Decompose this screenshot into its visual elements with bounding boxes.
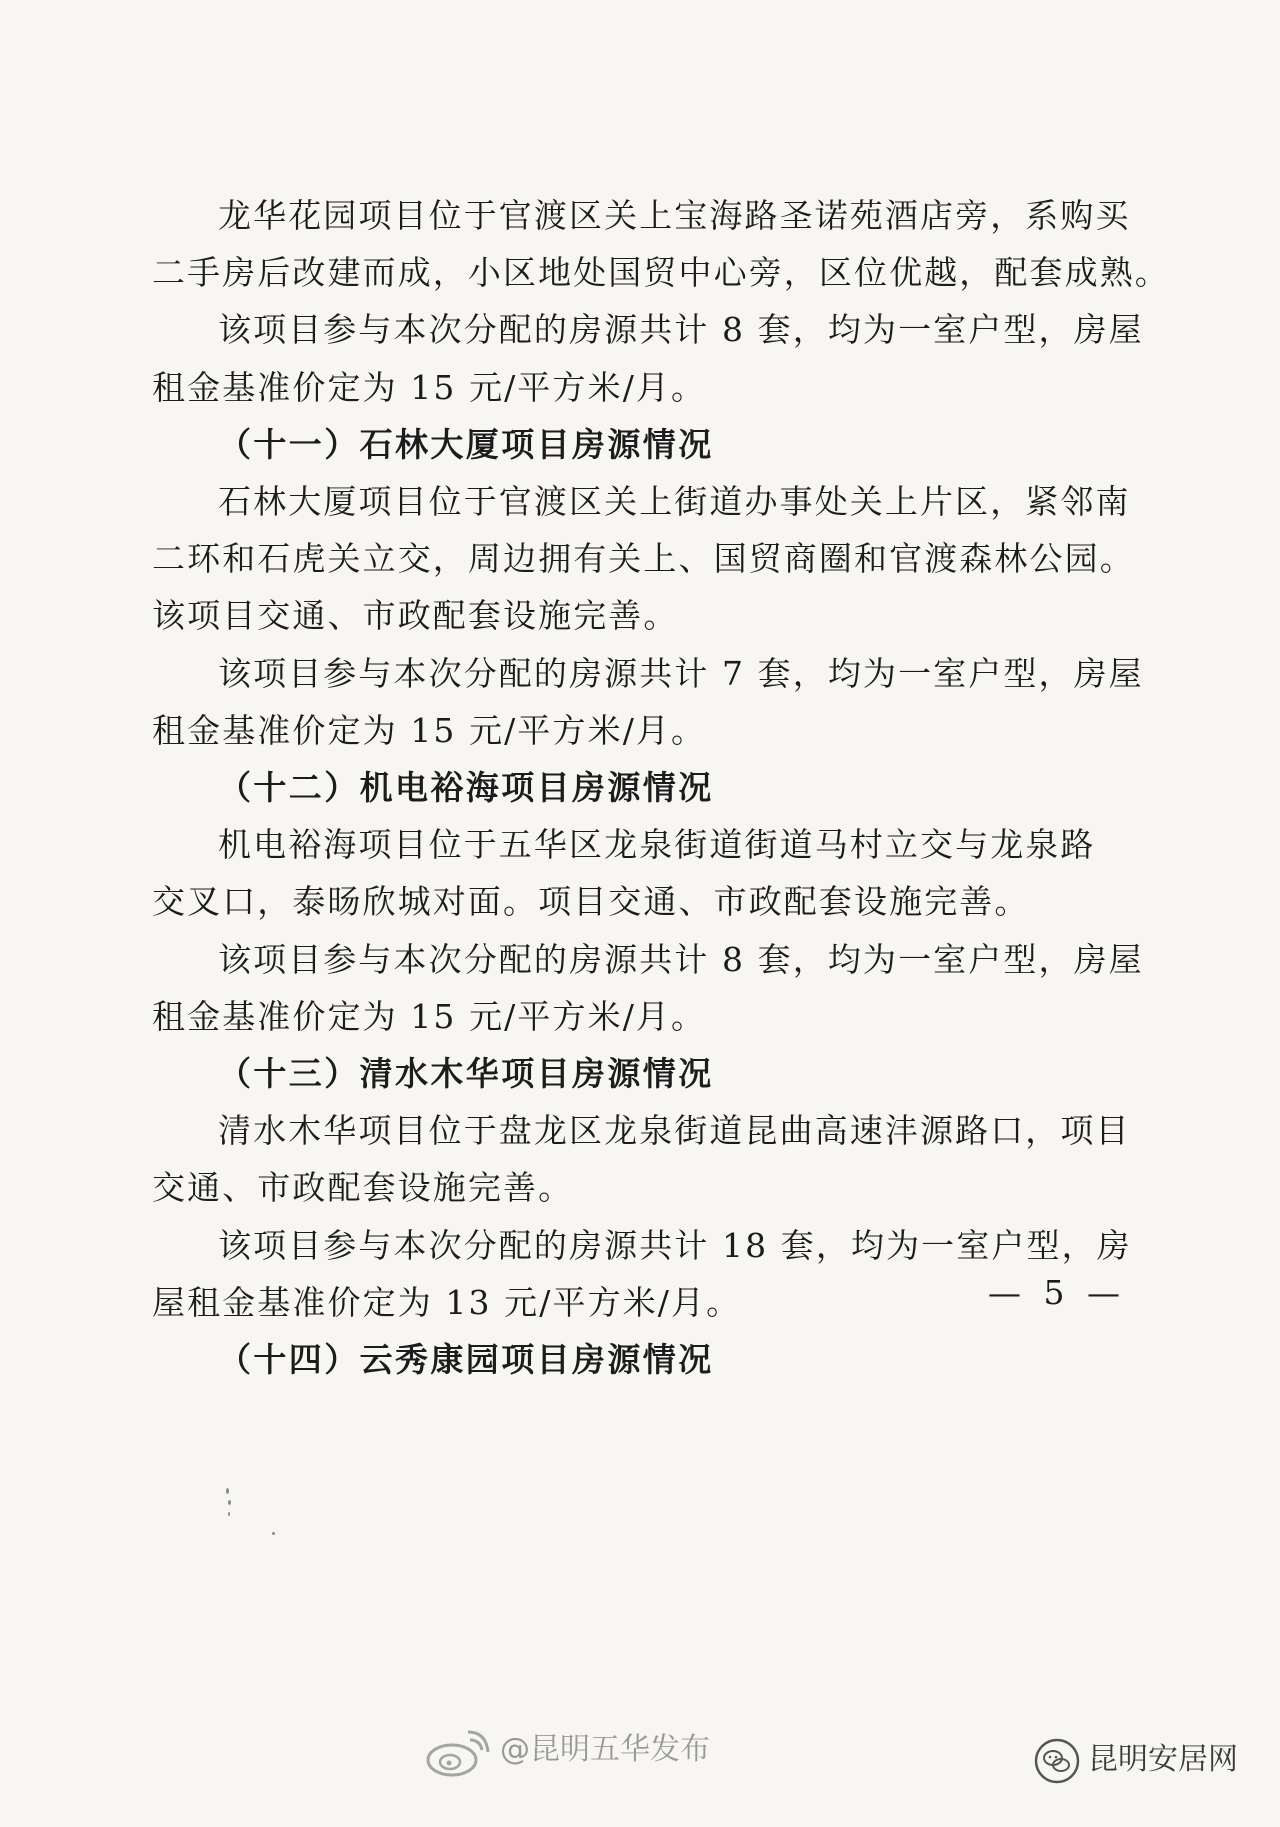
paragraph-line: 交叉口，泰旸欣城对面。项目交通、市政配套设施完善。 (152, 882, 1030, 921)
paragraph-line: 清水木华项目位于盘龙区龙泉街道昆曲高速沣源路口，项目 (218, 1111, 1131, 1150)
weibo-watermark: @昆明五华发布 (500, 1732, 710, 1767)
scan-speck (228, 1500, 231, 1505)
paragraph-line: 该项目参与本次分配的房源共计 7 套，均为一室户型，房屋 (218, 654, 1144, 693)
paragraph-line: 机电裕海项目位于五华区龙泉街道街道马村立交与龙泉路 (218, 825, 1096, 864)
paragraph-line: 二环和石虎关立交，周边拥有关上、国贸商圈和官渡森林公园。 (152, 539, 1135, 578)
paragraph-line: 租金基准价定为 15 元/平方米/月。 (152, 368, 707, 407)
scan-speck (228, 1512, 230, 1516)
wechat-watermark: 昆明安居网 (1088, 1742, 1238, 1777)
paragraph-line: 该项目参与本次分配的房源共计 8 套，均为一室户型，房屋 (218, 940, 1144, 979)
wechat-logo-icon (1034, 1738, 1080, 1784)
paragraph-line: 交通、市政配套设施完善。 (152, 1168, 574, 1207)
scan-speck (226, 1488, 229, 1494)
paragraph-line: 该项目参与本次分配的房源共计 18 套，均为一室户型，房 (218, 1226, 1132, 1265)
paragraph-line: 屋租金基准价定为 13 元/平方米/月。 (152, 1283, 742, 1322)
section-heading: （十一）石林大厦项目房源情况 (218, 425, 714, 464)
scan-speck (272, 1532, 275, 1535)
paragraph-line: 该项目参与本次分配的房源共计 8 套，均为一室户型，房屋 (218, 310, 1144, 349)
section-heading: （十四）云秀康园项目房源情况 (218, 1340, 714, 1379)
section-heading: （十二）机电裕海项目房源情况 (218, 768, 714, 807)
paragraph-line: 二手房后改建而成，小区地处国贸中心旁，区位优越，配套成熟。 (152, 253, 1170, 292)
paragraph-line: 龙华花园项目位于官渡区关上宝海路圣诺苑酒店旁，系购买 (218, 196, 1131, 235)
weibo-logo-icon (424, 1726, 490, 1780)
paragraph-line: 该项目交通、市政配套设施完善。 (152, 596, 679, 635)
paragraph-line: 租金基准价定为 15 元/平方米/月。 (152, 997, 707, 1036)
section-heading: （十三）清水木华项目房源情况 (218, 1054, 714, 1093)
paragraph-line: 租金基准价定为 15 元/平方米/月。 (152, 711, 707, 750)
paragraph-line: 石林大厦项目位于官渡区关上街道办事处关上片区，紧邻南 (218, 482, 1131, 521)
page-number: — 5 — (988, 1273, 1126, 1312)
